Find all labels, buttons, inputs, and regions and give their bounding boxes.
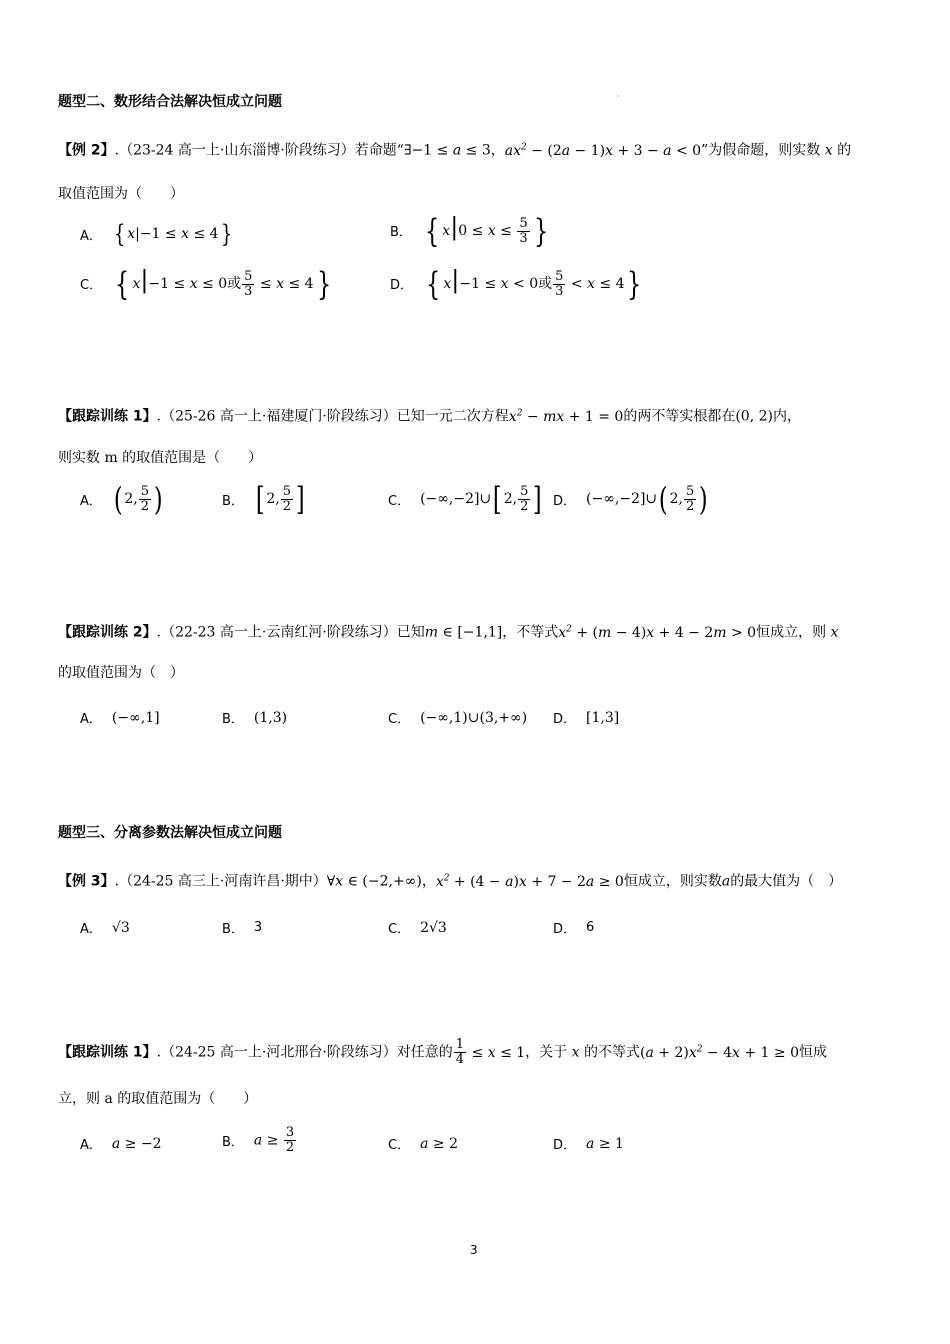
track-2-formula-1: m ∈ [−1,1] <box>424 624 503 641</box>
track-2-stem: 【跟踪训练 2】.（22-23 高一上·云南红河·阶段练习）已知m ∈ [−1,1]，不等式$x^2 + (m - 4)x + 4 - 2m > 0$恒成立，则 x <box>58 624 839 641</box>
track-3-option-a[interactable] <box>80 1134 162 1153</box>
option-math: { x|0 ≤ x ≤ $\frac{5}{3}$ } <box>424 212 548 250</box>
option-math: { x|−1 ≤ x ≤ 4} <box>113 220 232 248</box>
option-label: B． <box>222 493 244 509</box>
option-label: C． <box>388 712 411 727</box>
track-3-formula-2: $(a + 2)x^2 - 4x + 1 \ge 0$ <box>639 1043 799 1061</box>
option-label: B． <box>222 922 244 937</box>
option-label: D． <box>553 1138 577 1153</box>
option-math: { x|−1 ≤ x ≤ 0或 $\frac{5}{3}$ ≤ x ≤ 4} <box>115 265 331 303</box>
option-math: 2√3 <box>420 919 447 936</box>
track-1-option-d[interactable] <box>553 480 710 518</box>
option-label: A． <box>80 228 102 244</box>
track-1-stem: 【跟踪训练 1】.（25-26 高一上·福建厦门·阶段练习）已知一元二次方程$x^2$ − mx + 1 = 0的两不等实根都在(0, 2)内， <box>58 408 801 425</box>
option-math: [ 2, $\frac{5}{2}$ ] <box>255 480 305 518</box>
example-3-stem: 【例 3】.（24-25 高三上·河南许昌·期中）∀x ∈ (−2,+∞)，$x^2 + (4 - a)x + 7 - 2a \ge 0$恒成立，则实数a的最大值为（ ） <box>58 873 843 890</box>
option-math: a ≥ 1 <box>586 1135 624 1152</box>
option-label: A． <box>80 712 102 727</box>
track-1-source: .（25-26 高一上·福建厦门·阶段练习）已知一元二次方程 <box>156 408 509 425</box>
option-math: ( 2, $\frac{5}{2}$ ) <box>113 480 163 518</box>
option-math: a ≥ 2 <box>420 1135 458 1152</box>
option-label: C． <box>388 922 411 937</box>
section-heading-2: 题型二、数形结合法解决恒成立问题 <box>58 94 282 110</box>
example-3-stem-c: 的最大值为（ ） <box>730 873 843 890</box>
track-2-option-b[interactable] <box>222 708 287 727</box>
option-math: (−∞,1] <box>111 709 160 726</box>
track-2-formula-2: $x^2 + (m - 4)x + 4 - 2m > 0$ <box>558 624 757 641</box>
option-math: [1,3] <box>586 709 620 726</box>
example-3-formula-2: $x^2 + (4 - a)x + 7 - 2a \ge 0$ <box>435 873 624 890</box>
example-2-option-c[interactable] <box>80 265 334 303</box>
example-2-formula-2: $ax^2 - (2a - 1)x + 3 - a < 0$ <box>504 142 702 159</box>
track-3-stem-b: ，关于 <box>525 1044 568 1061</box>
option-math: 6 <box>586 920 595 935</box>
track-1-stem-c: 内， <box>772 408 801 425</box>
example-2-option-d[interactable] <box>390 265 645 303</box>
example-3-source: .（24-25 高三上·河南许昌·期中） <box>114 873 327 890</box>
track-1-option-a[interactable] <box>80 480 165 518</box>
track-3-stem-line2: 立，则 a 的取值范围为（ ） <box>58 1091 258 1107</box>
example-2-stem: 【例 2】.（23-24 高一上·山东淄博·阶段练习）若命题“∃−1 ≤ a ≤ 3，$ax^2 - (2a - 1)x + 3 - a < 0$”为假命题，则实数 x 的 <box>58 142 852 159</box>
track-2-tag: 【跟踪训练 2】 <box>58 624 157 641</box>
option-label: B． <box>390 224 412 240</box>
example-3-option-d[interactable] <box>553 918 594 937</box>
example-2-stem-c: 的 <box>837 142 852 159</box>
page-number: 3 <box>470 1243 478 1257</box>
track-1-stem-b: 的两不等实根都在 <box>623 408 736 425</box>
track-2-option-a[interactable] <box>80 708 160 727</box>
track-1-option-b[interactable] <box>222 480 307 518</box>
option-math: (1,3) <box>253 709 288 726</box>
track-2-stem-c: 恒成立，则 <box>756 624 827 641</box>
track-1-tag: 【跟踪训练 1】 <box>58 408 157 425</box>
stray-dot: · <box>617 92 620 101</box>
option-label: D． <box>553 493 577 509</box>
option-label: A． <box>80 493 102 509</box>
example-2-stem-b: ”为假命题，则实数 <box>701 142 821 159</box>
option-label: A． <box>80 922 102 937</box>
track-3-option-c[interactable] <box>388 1134 458 1153</box>
example-2-stem-a: 若命题“ <box>354 142 404 159</box>
track-2-option-c[interactable] <box>388 708 527 727</box>
option-math: (−∞,−2]∪( 2, $\frac{5}{2}$ ) <box>586 480 708 518</box>
example-2-tag: 【例 2】 <box>58 142 115 159</box>
option-math: a ≥ −2 <box>111 1135 162 1152</box>
track-1-formula: $x^2$ − mx + 1 = 0 <box>508 408 624 425</box>
example-3-option-c[interactable] <box>388 918 447 937</box>
option-label: B． <box>222 1135 244 1150</box>
track-3-formula-1: $\frac{1}{4}$ ≤ x ≤ 1 <box>455 1037 526 1067</box>
option-label: D． <box>390 277 414 293</box>
track-3-tag: 【跟踪训练 1】 <box>58 1044 157 1061</box>
track-3-stem-d: 恒成 <box>798 1044 827 1061</box>
option-math: { x|−1 ≤ x < 0或 $\frac{5}{3}$ < x ≤ 4} <box>426 265 642 303</box>
example-3-option-a[interactable] <box>80 918 130 937</box>
track-1-stem-line2: 则实数 m 的取值范围是（ ） <box>58 450 263 466</box>
example-2-option-a[interactable] <box>80 222 234 246</box>
option-math: (−∞,1)∪(3,+∞) <box>420 709 528 726</box>
section-heading-3: 题型三、分离参数法解决恒成立问题 <box>58 825 282 841</box>
track-3-stem: 【跟踪训练 1】.（24-25 高一上·河北邢台·阶段练习）对任意的 $\frac{1}{4}$ ≤ x ≤ 1，关于 x 的不等式$(a + 2)x^2 - 4x + 1 \ge 0$恒成 <box>58 1037 827 1067</box>
track-2-option-d[interactable] <box>553 708 619 727</box>
track-3-stem-c: 的不等式 <box>583 1044 640 1061</box>
option-math: 3 <box>253 920 263 935</box>
option-math: √3 <box>111 919 130 936</box>
option-math: (−∞,−2]∪[ 2, $\frac{5}{2}$ ] <box>420 480 542 518</box>
track-2-stem-b: ，不等式 <box>502 624 559 641</box>
option-label: D． <box>553 712 577 727</box>
example-2-option-b[interactable] <box>390 212 551 250</box>
example-3-tag: 【例 3】 <box>58 873 115 890</box>
option-label: D． <box>553 922 577 937</box>
track-1-option-c[interactable] <box>388 480 544 518</box>
track-2-stem-line2: 的取值范围为（ ） <box>58 665 184 681</box>
track-3-source: .（24-25 高一上·河北邢台·阶段练习）对任意的 <box>156 1044 453 1061</box>
option-math: a ≥ $\frac{3}{2}$ <box>253 1125 295 1155</box>
example-3-option-b[interactable] <box>222 918 262 937</box>
option-label: A． <box>80 1138 102 1153</box>
option-label: C． <box>388 493 411 509</box>
track-2-source: .（22-23 高一上·云南红河·阶段练习）已知 <box>156 624 425 641</box>
example-3-stem-b: 恒成立，则实数 <box>623 873 722 890</box>
example-2-source: .（23-24 高一上·山东淄博·阶段练习） <box>114 142 355 159</box>
example-2-stem-line2: 取值范围为（ ） <box>58 186 184 202</box>
option-label: B． <box>222 712 244 727</box>
example-2-formula-1: ∃−1 ≤ a ≤ 3 <box>403 142 491 159</box>
example-3-formula-1: ∀x ∈ (−2,+∞) <box>326 873 422 890</box>
track-3-option-d[interactable] <box>553 1134 624 1153</box>
option-label: C． <box>80 277 103 293</box>
option-label: C． <box>388 1138 411 1153</box>
track-3-option-b[interactable] <box>222 1126 297 1155</box>
